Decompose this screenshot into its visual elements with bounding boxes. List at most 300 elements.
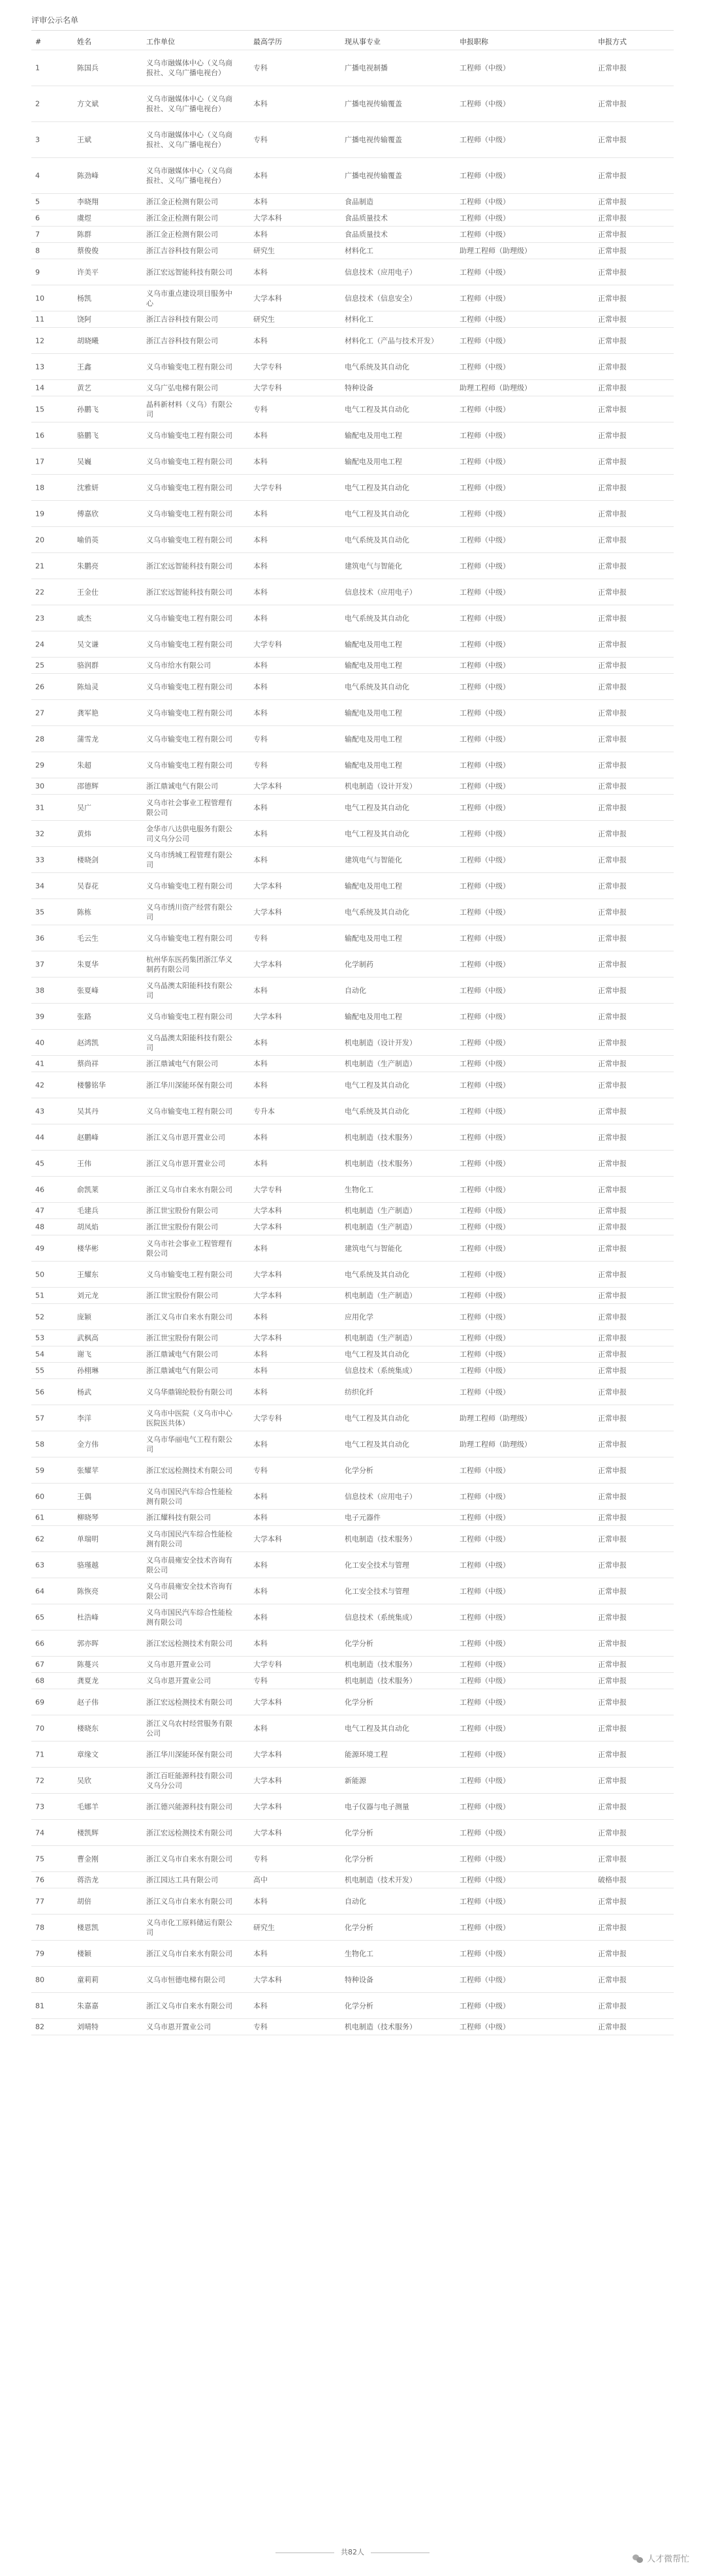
cell-education: 大学专科 <box>253 362 282 371</box>
cell-education: 大学本科 <box>253 214 282 223</box>
cell-name: 蒲雪龙 <box>77 735 99 743</box>
cell-education: 高中 <box>253 1875 268 1884</box>
cell-title: 工程师（中级） <box>460 986 510 994</box>
cell-education: 大学本科 <box>253 1270 282 1279</box>
cell-index: 40 <box>35 1038 44 1047</box>
cell-education: 研究生 <box>253 315 275 324</box>
cell-employer: 义乌市化工原料储运有限公司 <box>146 1918 232 1937</box>
cell-index: 12 <box>35 336 44 345</box>
table-row <box>31 847 674 873</box>
cell-education: 本科 <box>253 1897 268 1905</box>
cell-index: 2 <box>35 99 40 108</box>
cell-employer: 义乌市恒德电梯有限公司 <box>146 1975 225 1984</box>
cell-index: 63 <box>35 1561 44 1569</box>
table-row <box>31 1457 674 1484</box>
cell-employer: 浙江鼎诚电气有限公司 <box>146 1350 218 1359</box>
cell-name: 刘元龙 <box>77 1291 99 1300</box>
cell-employer: 浙江世宝股份有限公司 <box>146 1206 218 1215</box>
cell-title: 工程师（中级） <box>460 1676 510 1685</box>
cell-major: 机电制造（技术服务） <box>345 1660 416 1669</box>
cell-education: 本科 <box>253 1587 268 1595</box>
table-row <box>31 1177 674 1203</box>
cell-major: 输配电及用电工程 <box>345 882 402 890</box>
cell-title: 工程师（中级） <box>460 2022 510 2031</box>
cell-method: 正常申报 <box>598 1081 627 1089</box>
cell-index: 51 <box>35 1291 44 1300</box>
cell-title: 工程师（中级） <box>460 1854 510 1863</box>
cell-employer: 义乌市输变电工程有限公司 <box>146 682 232 691</box>
cell-major: 机电制造（设计开发） <box>345 782 416 791</box>
footer-count: 共82人 <box>341 2548 364 2556</box>
cell-education: 大学本科 <box>253 882 282 890</box>
cell-major: 电气工程及其自动化 <box>345 1440 409 1448</box>
cell-employer: 浙江德兴能源科技有限公司 <box>146 1802 232 1811</box>
cell-title: 工程师（中级） <box>460 230 510 239</box>
cell-method: 正常申报 <box>598 1244 627 1252</box>
cell-major: 化学分析 <box>345 2001 373 2010</box>
cell-education: 本科 <box>253 1613 268 1621</box>
cell-name: 王鑫 <box>77 362 91 371</box>
cell-method: 正常申报 <box>598 708 627 717</box>
cell-method: 正常申报 <box>598 405 627 413</box>
cell-index: 35 <box>35 908 44 916</box>
cell-method: 正常申报 <box>598 588 627 596</box>
cell-title: 助理工程师（助理级） <box>460 1414 531 1422</box>
table-row <box>31 1967 674 1993</box>
cell-method: 正常申报 <box>598 1038 627 1047</box>
table-row <box>31 1741 674 1768</box>
cell-education: 大学本科 <box>253 782 282 791</box>
cell-name: 单瑞明 <box>77 1534 99 1543</box>
cell-major: 纺织化纤 <box>345 1388 373 1396</box>
cell-title: 工程师（中级） <box>460 1698 510 1706</box>
cell-index: 8 <box>35 246 40 255</box>
table-row <box>31 1768 674 1794</box>
table-row <box>31 422 674 449</box>
cell-employer: 浙江宏远智能科技有限公司 <box>146 562 232 570</box>
cell-major: 建筑电气与智能化 <box>345 1244 402 1252</box>
cell-employer: 义乌市国民汽车综合性能检测有限公司 <box>146 1487 232 1506</box>
table-row <box>31 1578 674 1604</box>
cell-employer: 义乌市社会事业工程管理有限公司 <box>146 798 232 817</box>
cell-education: 本科 <box>253 1366 268 1375</box>
cell-major: 输配电及用电工程 <box>345 934 402 942</box>
cell-name: 沈雅妍 <box>77 483 99 492</box>
cell-title: 工程师（中级） <box>460 1222 510 1232</box>
cell-education: 本科 <box>253 661 268 670</box>
table-row <box>31 778 674 795</box>
cell-title: 工程师（中级） <box>460 1660 510 1669</box>
cell-employer: 义乌市国民汽车综合性能检测有限公司 <box>146 1529 232 1548</box>
cell-method: 正常申报 <box>598 1776 627 1785</box>
table-row <box>31 1072 674 1098</box>
cell-name: 龚军艳 <box>77 708 99 717</box>
table-row <box>31 1098 674 1124</box>
cell-education: 专科 <box>253 63 268 72</box>
cell-method: 正常申报 <box>598 99 627 108</box>
cell-major: 化学分析 <box>345 1639 373 1647</box>
cell-education: 本科 <box>253 535 268 544</box>
cell-name: 朱超 <box>77 761 91 769</box>
table-row <box>31 1363 674 1379</box>
cell-method: 正常申报 <box>598 735 627 743</box>
cell-method: 正常申报 <box>598 246 627 255</box>
cell-index: 42 <box>35 1081 44 1089</box>
cell-title: 工程师（中级） <box>460 960 510 968</box>
cell-index: 31 <box>35 803 44 812</box>
cell-education: 本科 <box>253 1350 268 1359</box>
cell-major: 电气系统及其自动化 <box>345 614 409 622</box>
cell-index: 48 <box>35 1222 44 1232</box>
table-row <box>31 1330 674 1346</box>
cell-method: 正常申报 <box>598 1133 627 1141</box>
cell-method: 正常申报 <box>598 483 627 492</box>
cell-method: 正常申报 <box>598 383 627 392</box>
cell-index: 77 <box>35 1897 44 1905</box>
cell-major: 信息技术（系统集成） <box>345 1613 416 1621</box>
table-row <box>31 1484 674 1510</box>
cell-major: 机电制造（技术开发） <box>345 1875 416 1884</box>
cell-employer: 浙江宏远检测技术有限公司 <box>146 1828 232 1837</box>
cell-index: 59 <box>35 1466 44 1474</box>
cell-major: 电气工程及其自动化 <box>345 829 409 838</box>
cell-name: 喻俏英 <box>77 535 99 544</box>
cell-education: 大学本科 <box>253 1776 282 1785</box>
roster-table <box>31 34 674 2035</box>
cell-index: 38 <box>35 986 44 994</box>
cell-employer: 义乌晶澳太阳能科技有限公司 <box>146 1033 232 1052</box>
header-employer: 工作单位 <box>146 37 175 46</box>
cell-employer: 义乌市输变电工程有限公司 <box>146 640 232 648</box>
cell-employer: 义乌市绣城工程管理有限公司 <box>146 850 232 869</box>
table-row <box>31 311 674 328</box>
cell-employer: 义乌市恩开置业公司 <box>146 1660 211 1669</box>
cell-major: 食品质量技术 <box>345 230 388 239</box>
cell-index: 78 <box>35 1923 44 1932</box>
cell-index: 81 <box>35 2001 44 2010</box>
cell-major: 信息技术（应用电子） <box>345 268 416 276</box>
cell-major: 电气系统及其自动化 <box>345 682 409 691</box>
cell-education: 本科 <box>253 268 268 276</box>
table-row <box>31 354 674 380</box>
cell-title: 工程师（中级） <box>460 614 510 622</box>
cell-employer: 浙江吉谷科技有限公司 <box>146 336 218 345</box>
cell-education: 大学专科 <box>253 383 282 392</box>
cell-index: 80 <box>35 1975 44 1984</box>
cell-education: 本科 <box>253 457 268 466</box>
cell-index: 17 <box>35 457 44 466</box>
cell-method: 正常申报 <box>598 640 627 648</box>
cell-major: 输配电及用电工程 <box>345 708 402 717</box>
header-title: 申报职称 <box>460 37 488 46</box>
table-row <box>31 1379 674 1405</box>
cell-name: 方文斌 <box>77 99 99 108</box>
cell-title: 助理工程师（助理级） <box>460 1440 531 1448</box>
cell-major: 电气系统及其自动化 <box>345 1270 409 1279</box>
cell-major: 信息技术（应用电子） <box>345 1492 416 1501</box>
cell-employer: 浙江鼎诚电气有限公司 <box>146 782 218 791</box>
cell-education: 专科 <box>253 1854 268 1863</box>
cell-index: 41 <box>35 1059 44 1068</box>
cell-name: 黄炜 <box>77 829 91 838</box>
cell-name: 王偶 <box>77 1492 91 1501</box>
table-row <box>31 86 674 122</box>
cell-major: 电气工程及其自动化 <box>345 1724 409 1732</box>
cell-major: 信息技术（系统集成） <box>345 1366 416 1375</box>
cell-education: 本科 <box>253 614 268 622</box>
cell-index: 50 <box>35 1270 44 1279</box>
cell-title: 工程师（中级） <box>460 761 510 769</box>
cell-index: 10 <box>35 294 44 302</box>
cell-employer: 金华市八达供电服务有限公司义乌分公司 <box>146 824 232 843</box>
cell-title: 工程师（中级） <box>460 1206 510 1215</box>
cell-education: 大学专科 <box>253 640 282 648</box>
cell-name: 傅嘉欣 <box>77 509 99 518</box>
cell-employer: 义乌市输变电工程有限公司 <box>146 362 232 371</box>
cell-major: 输配电及用电工程 <box>345 761 402 769</box>
cell-major: 机电制造（生产制造） <box>345 1333 416 1343</box>
cell-index: 21 <box>35 562 44 570</box>
footer-total <box>0 2547 705 2557</box>
cell-education: 本科 <box>253 588 268 596</box>
cell-index: 53 <box>35 1333 44 1343</box>
cell-employer: 义乌市绣川资产经营有限公司 <box>146 902 232 921</box>
cell-education: 专科 <box>253 1466 268 1474</box>
cell-title: 工程师（中级） <box>460 1750 510 1758</box>
cell-index: 64 <box>35 1587 44 1595</box>
cell-education: 大学本科 <box>253 1222 282 1232</box>
cell-name: 毛娜羊 <box>77 1802 99 1811</box>
cell-education: 本科 <box>253 986 268 994</box>
cell-name: 杜浩峰 <box>77 1613 99 1621</box>
cell-name: 骆润群 <box>77 661 99 670</box>
table-row <box>31 259 674 285</box>
cell-name: 王斌 <box>77 135 91 144</box>
cell-index: 9 <box>35 268 40 276</box>
title-divider <box>31 30 674 31</box>
cell-method: 正常申报 <box>598 1923 627 1932</box>
cell-name: 吴广 <box>77 803 91 812</box>
cell-title: 工程师（中级） <box>460 2001 510 2010</box>
cell-method: 正常申报 <box>598 761 627 769</box>
cell-name: 朱夏华 <box>77 960 99 968</box>
cell-major: 输配电及用电工程 <box>345 735 402 743</box>
cell-title: 工程师（中级） <box>460 1561 510 1569</box>
cell-title: 工程师（中级） <box>460 336 510 345</box>
table-row <box>31 328 674 354</box>
cell-employer: 晶科新材料（义乌）有限公司 <box>146 400 232 419</box>
cell-title: 工程师（中级） <box>460 1492 510 1501</box>
cell-name: 吴文谦 <box>77 640 99 648</box>
cell-method: 正常申报 <box>598 1414 627 1422</box>
cell-employer: 义乌市社会事业工程管理有限公司 <box>146 1239 232 1258</box>
table-row <box>31 1552 674 1578</box>
cell-index: 45 <box>35 1159 44 1168</box>
table-row <box>31 1846 674 1872</box>
cell-title: 工程师（中级） <box>460 735 510 743</box>
table-row <box>31 1510 674 1526</box>
cell-major: 化学分析 <box>345 1698 373 1706</box>
cell-name: 杨凯 <box>77 294 91 302</box>
cell-index: 69 <box>35 1698 44 1706</box>
cell-title: 工程师（中级） <box>460 315 510 324</box>
cell-employer: 义乌市融媒体中心（义乌商报社、义乌广播电视台） <box>146 95 232 113</box>
cell-employer: 浙江金正检测有限公司 <box>146 197 218 206</box>
cell-name: 庞颖 <box>77 1312 91 1321</box>
cell-index: 61 <box>35 1513 44 1522</box>
cell-method: 正常申报 <box>598 1975 627 1984</box>
table-row <box>31 243 674 259</box>
cell-method: 正常申报 <box>598 934 627 942</box>
cell-title: 工程师（中级） <box>460 483 510 492</box>
cell-major: 广播电视传输覆盖 <box>345 171 402 180</box>
cell-method: 正常申报 <box>598 1270 627 1279</box>
cell-employer: 义乌市输变电工程有限公司 <box>146 708 232 717</box>
cell-index: 43 <box>35 1107 44 1115</box>
table-row <box>31 475 674 501</box>
cell-index: 3 <box>35 135 40 144</box>
table-row <box>31 1030 674 1056</box>
cell-title: 工程师（中级） <box>460 1312 510 1321</box>
cell-education: 大学本科 <box>253 960 282 968</box>
cell-education: 本科 <box>253 1440 268 1448</box>
cell-employer: 义乌市国民汽车综合性能检测有限公司 <box>146 1608 232 1627</box>
cell-employer: 浙江鼎诚电气有限公司 <box>146 1366 218 1375</box>
cell-title: 工程师（中级） <box>460 562 510 570</box>
cell-name: 陈蔓兴 <box>77 1660 99 1669</box>
cell-method: 正常申报 <box>598 1587 627 1595</box>
cell-index: 23 <box>35 614 44 622</box>
cell-index: 33 <box>35 855 44 864</box>
cell-index: 74 <box>35 1828 44 1837</box>
cell-education: 大学本科 <box>253 1698 282 1706</box>
table-row <box>31 227 674 243</box>
table-row <box>31 1673 674 1689</box>
cell-method: 正常申报 <box>598 829 627 838</box>
cell-method: 正常申报 <box>598 197 627 206</box>
cell-index: 34 <box>35 882 44 890</box>
table-row <box>31 925 674 951</box>
cell-education: 大学本科 <box>253 294 282 302</box>
cell-education: 本科 <box>253 1312 268 1321</box>
cell-education: 大学专科 <box>253 1414 282 1422</box>
cell-name: 陈群 <box>77 230 91 239</box>
cell-name: 陈国兵 <box>77 63 99 72</box>
cell-employer: 浙江宏远检测技术有限公司 <box>146 1698 232 1706</box>
cell-major: 信息技术（信息安全） <box>345 294 416 302</box>
table-row <box>31 1288 674 1304</box>
cell-title: 工程师（中级） <box>460 214 510 223</box>
cell-name: 陈灿灵 <box>77 682 99 691</box>
cell-employer: 义乌市输变电工程有限公司 <box>146 1270 232 1279</box>
cell-name: 胡凤焰 <box>77 1222 99 1232</box>
cell-major: 电气系统及其自动化 <box>345 535 409 544</box>
cell-title: 工程师（中级） <box>460 640 510 648</box>
cell-index: 25 <box>35 661 44 670</box>
cell-employer: 浙江宏远智能科技有限公司 <box>146 268 232 276</box>
table-row <box>31 700 674 726</box>
cell-education: 专科 <box>253 2022 268 2031</box>
cell-name: 楼颖 <box>77 1949 91 1958</box>
cell-title: 工程师（中级） <box>460 855 510 864</box>
cell-title: 工程师（中级） <box>460 294 510 302</box>
cell-employer: 浙江耀科技有限公司 <box>146 1513 211 1522</box>
cell-employer: 浙江义乌市自来水有限公司 <box>146 1185 232 1194</box>
table-row <box>31 978 674 1004</box>
cell-education: 本科 <box>253 1724 268 1732</box>
cell-name: 武枫高 <box>77 1333 99 1343</box>
cell-major: 生物化工 <box>345 1949 373 1958</box>
cell-education: 本科 <box>253 1081 268 1089</box>
cell-major: 电气工程及其自动化 <box>345 1350 409 1359</box>
cell-name: 邵德辉 <box>77 782 99 791</box>
cell-index: 66 <box>35 1639 44 1647</box>
cell-method: 正常申报 <box>598 661 627 670</box>
cell-employer: 义乌市融媒体中心（义乌商报社、义乌广播电视台） <box>146 131 232 149</box>
cell-title: 工程师（中级） <box>460 882 510 890</box>
watermark-text: 人才微帮忙 <box>646 2554 689 2564</box>
cell-method: 正常申报 <box>598 268 627 276</box>
table-row <box>31 1304 674 1330</box>
cell-index: 15 <box>35 405 44 413</box>
cell-title: 工程师（中级） <box>460 1534 510 1543</box>
cell-employer: 义乌市输变电工程有限公司 <box>146 483 232 492</box>
cell-name: 张夏峰 <box>77 986 99 994</box>
cell-employer: 义乌市输变电工程有限公司 <box>146 934 232 942</box>
cell-employer: 浙江吉谷科技有限公司 <box>146 246 218 255</box>
cell-education: 大学专科 <box>253 1185 282 1194</box>
cell-index: 76 <box>35 1875 44 1884</box>
cell-title: 工程师（中级） <box>460 708 510 717</box>
cell-employer: 浙江宏远检测技术有限公司 <box>146 1466 232 1474</box>
cell-education: 大学专科 <box>253 1660 282 1669</box>
table-row <box>31 1203 674 1219</box>
cell-education: 专科 <box>253 405 268 413</box>
cell-name: 郭亦晖 <box>77 1639 99 1647</box>
cell-employer: 义乌市中医院（义乌市中心医院医共体） <box>146 1408 232 1427</box>
cell-title: 工程师（中级） <box>460 803 510 812</box>
cell-employer: 浙江吉谷科技有限公司 <box>146 315 218 324</box>
cell-major: 食品质量技术 <box>345 214 388 223</box>
cell-education: 大学本科 <box>253 908 282 916</box>
table-row <box>31 658 674 674</box>
cell-education: 大学本科 <box>253 1333 282 1343</box>
cell-employer: 义乌市恩开置业公司 <box>146 2022 211 2031</box>
cell-method: 正常申报 <box>598 1561 627 1569</box>
table-row <box>31 631 674 658</box>
cell-title: 工程师（中级） <box>460 934 510 942</box>
cell-name: 骆瑾越 <box>77 1561 99 1569</box>
cell-index: 18 <box>35 483 44 492</box>
table-row <box>31 795 674 821</box>
table-row <box>31 821 674 847</box>
cell-title: 工程师（中级） <box>460 1776 510 1785</box>
cell-method: 正常申报 <box>598 336 627 345</box>
cell-employer: 浙江世宝股份有限公司 <box>146 1333 218 1343</box>
cell-name: 楼华彬 <box>77 1244 99 1252</box>
cell-employer: 浙江鼎诚电气有限公司 <box>146 1059 218 1068</box>
cell-education: 本科 <box>253 1513 268 1522</box>
cell-title: 工程师（中级） <box>460 1802 510 1811</box>
cell-method: 正常申报 <box>598 1897 627 1905</box>
cell-name: 张耀苹 <box>77 1466 99 1474</box>
cell-index: 36 <box>35 934 44 942</box>
cell-major: 广播电视传输覆盖 <box>345 99 402 108</box>
cell-title: 工程师（中级） <box>460 1038 510 1047</box>
cell-name: 楼晓剑 <box>77 855 99 864</box>
cell-major: 机电制造（生产制造） <box>345 1059 416 1068</box>
cell-major: 特种设备 <box>345 1975 373 1984</box>
